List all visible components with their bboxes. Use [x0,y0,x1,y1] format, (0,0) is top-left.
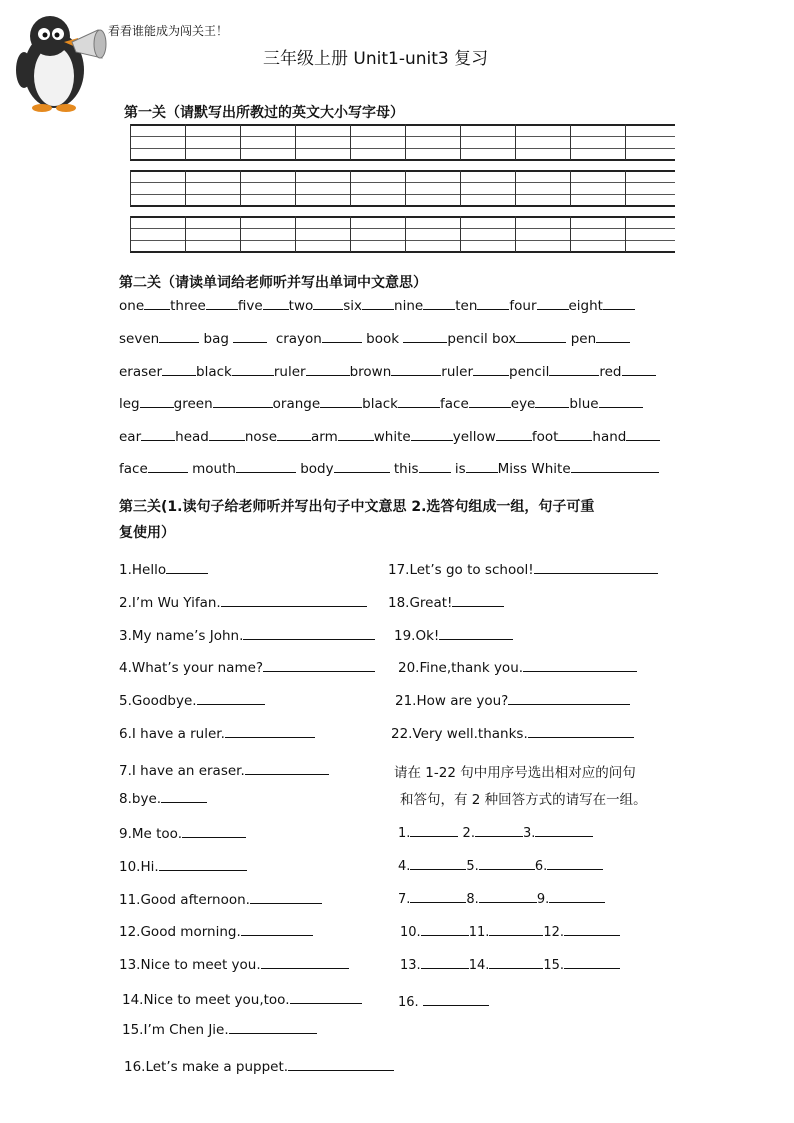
sentence-9: 9.Me too. [119,824,246,842]
answer-blank[interactable] [599,394,643,408]
word: ruler [441,364,473,380]
sentence-12: 12.Good morning. [119,922,313,940]
answer-blank[interactable] [603,296,635,310]
answer-blank[interactable] [166,560,208,574]
answer-blank[interactable] [241,922,313,936]
answer-blank[interactable] [547,857,603,870]
answer-blank[interactable] [537,296,569,310]
answer-blank[interactable] [245,761,329,775]
answer-blank[interactable] [159,857,247,871]
answer-blank[interactable] [334,459,390,473]
answer-blank[interactable] [144,296,170,310]
word: brown [349,364,392,380]
answer-group-row-3: 7. 8. 9. [398,890,605,907]
answer-blank[interactable] [148,459,188,473]
answer-blank[interactable] [403,329,447,343]
answer-blank[interactable] [263,658,375,672]
answer-blank[interactable] [534,560,658,574]
answer-blank[interactable] [161,789,207,803]
answer-blank[interactable] [209,427,245,441]
sentence-21: 21.How are you? [395,691,630,709]
word: four [509,298,537,314]
answer-blank[interactable] [232,362,274,376]
answer-blank[interactable] [306,362,350,376]
word: hand [592,429,627,445]
word: book [366,331,400,347]
word: pen [570,331,597,347]
word-row-1 [119,296,635,314]
sentence-4: 4.What’s your name? [119,658,375,676]
answer-blank[interactable] [622,362,656,376]
word: leg [119,396,140,412]
sentence-13: 13.Nice to meet you. [119,955,349,973]
word: crayon [275,331,322,347]
word: ruler [273,364,306,380]
answer-blank[interactable] [479,890,537,903]
answer-blank[interactable] [313,296,343,310]
word: face [119,461,148,477]
answer-group-row-4: 10. 11. 12. [400,923,620,940]
answer-blank[interactable] [410,890,466,903]
word: mouth [192,461,236,477]
sentence-1: 1.Hello [119,560,208,578]
instruction-line2: 和答句，有 2 种回答方式的请写在一组。 [400,792,647,808]
word: face [440,396,469,412]
answer-blank[interactable] [277,427,311,441]
answer-blank[interactable] [571,459,659,473]
word: five [237,298,263,314]
answer-blank[interactable] [535,824,593,837]
level2-title: 第二关（请读单词给老师听并写出单词中文意思） [119,275,427,291]
answer-blank[interactable] [549,362,599,376]
answer-blank[interactable] [535,394,569,408]
answer-blank[interactable] [477,296,509,310]
answer-blank[interactable] [290,990,362,1004]
word: head [175,429,209,445]
answer-blank[interactable] [523,658,637,672]
answer-group-row-2: 4. 5. 6. [398,857,603,874]
answer-blank[interactable] [140,394,174,408]
level1-title: 第一关（请默写出所教过的英文大小写字母） [124,105,404,121]
answer-blank[interactable] [320,394,362,408]
answer-blank[interactable] [322,329,362,343]
answer-blank[interactable] [564,956,620,969]
answer-blank[interactable] [475,824,523,837]
answer-blank[interactable] [423,296,455,310]
answer-blank[interactable] [197,691,265,705]
word: foot [531,429,559,445]
answer-blank[interactable] [439,626,513,640]
answer-group-row-1: 1. 2. 3. [398,824,593,841]
answer-blank[interactable] [528,724,634,738]
word: ten [455,298,478,314]
word: blue [569,396,599,412]
word: black [362,396,398,412]
answer-blank[interactable] [162,362,196,376]
answer-blank[interactable] [626,427,660,441]
word: red [599,364,622,380]
answer-blank[interactable] [391,362,441,376]
sentence-19: 19.Ok! [394,626,513,644]
answer-blank[interactable] [508,691,630,705]
word: ear [119,429,142,445]
answer-group-row-5: 13. 14. 15. [400,956,620,973]
answer-blank[interactable] [338,427,374,441]
answer-blank[interactable] [362,296,394,310]
answer-blank[interactable] [479,857,535,870]
answer-group-row-6: 16. [398,993,489,1010]
word: black [196,364,232,380]
letter-grid-3 [130,216,675,252]
word: nine [394,298,424,314]
answer-blank[interactable] [213,394,273,408]
answer-blank[interactable] [250,890,322,904]
sentence-11: 11.Good afternoon. [119,890,322,908]
answer-blank[interactable] [141,427,175,441]
answer-blank[interactable] [221,593,367,607]
sentence-2: 2.I’m Wu Yifan. [119,593,367,611]
answer-blank[interactable] [473,362,509,376]
word-row-5 [119,427,660,445]
instruction-line1: 请在 1-22 句中用序号选出相对应的问句 [394,765,636,781]
word: nose [244,429,278,445]
answer-blank[interactable] [159,329,199,343]
answer-blank[interactable] [411,427,453,441]
answer-blank[interactable] [549,890,605,903]
word: white [373,429,411,445]
answer-blank[interactable] [243,626,375,640]
answer-blank[interactable] [558,427,592,441]
letter-grid-1 [130,124,675,160]
level3-title-line1: 第三关(1.读句子给老师听并写出句子中文意思 2.选答句组成一组，句子可重 [119,499,595,515]
sentence-3: 3.My name’s John. [119,626,375,644]
word: eraser [119,364,163,380]
sentence-8: 8.bye. [119,789,207,807]
answer-blank[interactable] [288,1057,394,1071]
answer-blank[interactable] [206,296,238,310]
word: yellow [452,429,496,445]
sentence-22: 22.Very well.thanks. [391,724,634,742]
sentence-6: 6.I have a ruler. [119,724,315,742]
answer-blank[interactable] [410,857,466,870]
sentence-16: 16.Let’s make a puppet. [124,1057,394,1075]
answer-blank[interactable] [596,329,630,343]
answer-blank[interactable] [236,459,296,473]
page-title: 三年级上册 Unit1-unit3 复习 [263,49,489,69]
mascot-penguin [6,8,118,114]
answer-blank[interactable] [263,296,289,310]
tagline: 看看谁能成为闯关王！ [108,24,229,38]
word: two [288,298,314,314]
sentence-18: 18.Great! [388,593,504,611]
answer-blank[interactable] [452,593,504,607]
word: Miss White [497,461,571,477]
word-row-6 [119,459,659,477]
answer-blank[interactable] [489,923,543,936]
word: three [170,298,206,314]
answer-blank[interactable] [419,459,451,473]
word: six [343,298,363,314]
sentence-15: 15.I’m Chen Jie. [122,1020,317,1038]
word-row-2 [119,329,630,347]
answer-blank[interactable] [261,955,349,969]
sentence-5: 5.Goodbye. [119,691,265,709]
word-row-3 [119,362,656,380]
answer-blank[interactable] [225,724,315,738]
answer-blank[interactable] [182,824,246,838]
word: one [119,298,145,314]
answer-blank[interactable] [489,956,543,969]
word: arm [311,429,338,445]
word: is [454,461,466,477]
answer-blank[interactable] [423,993,489,1006]
answer-blank[interactable] [229,1020,317,1034]
answer-blank[interactable] [233,329,267,343]
sentence-10: 10.Hi. [119,857,247,875]
answer-blank[interactable] [516,329,566,343]
answer-blank[interactable] [466,459,498,473]
answer-blank[interactable] [410,824,458,837]
word: eye [510,396,536,412]
word: this [393,461,419,477]
answer-blank[interactable] [398,394,440,408]
sentence-14: 14.Nice to meet you,too. [122,990,362,1008]
answer-blank[interactable] [421,956,469,969]
level3-title-line2: 复使用） [119,525,175,541]
word-row-4 [119,394,643,412]
word: body [300,461,334,477]
answer-blank[interactable] [469,394,511,408]
answer-blank[interactable] [421,923,469,936]
word: eight [568,298,603,314]
penguin-with-megaphone-icon [6,8,118,114]
letter-grid-2 [130,170,675,206]
word: pencil [509,364,550,380]
word: green [173,396,213,412]
word: pencil box [447,331,517,347]
sentence-7: 7.I have an eraser. [119,761,329,779]
sentence-17: 17.Let’s go to school! [388,560,658,578]
answer-blank[interactable] [564,923,620,936]
word: seven [119,331,160,347]
word: bag [203,331,229,347]
sentence-20: 20.Fine,thank you. [398,658,637,676]
answer-blank[interactable] [496,427,532,441]
word: orange [272,396,321,412]
